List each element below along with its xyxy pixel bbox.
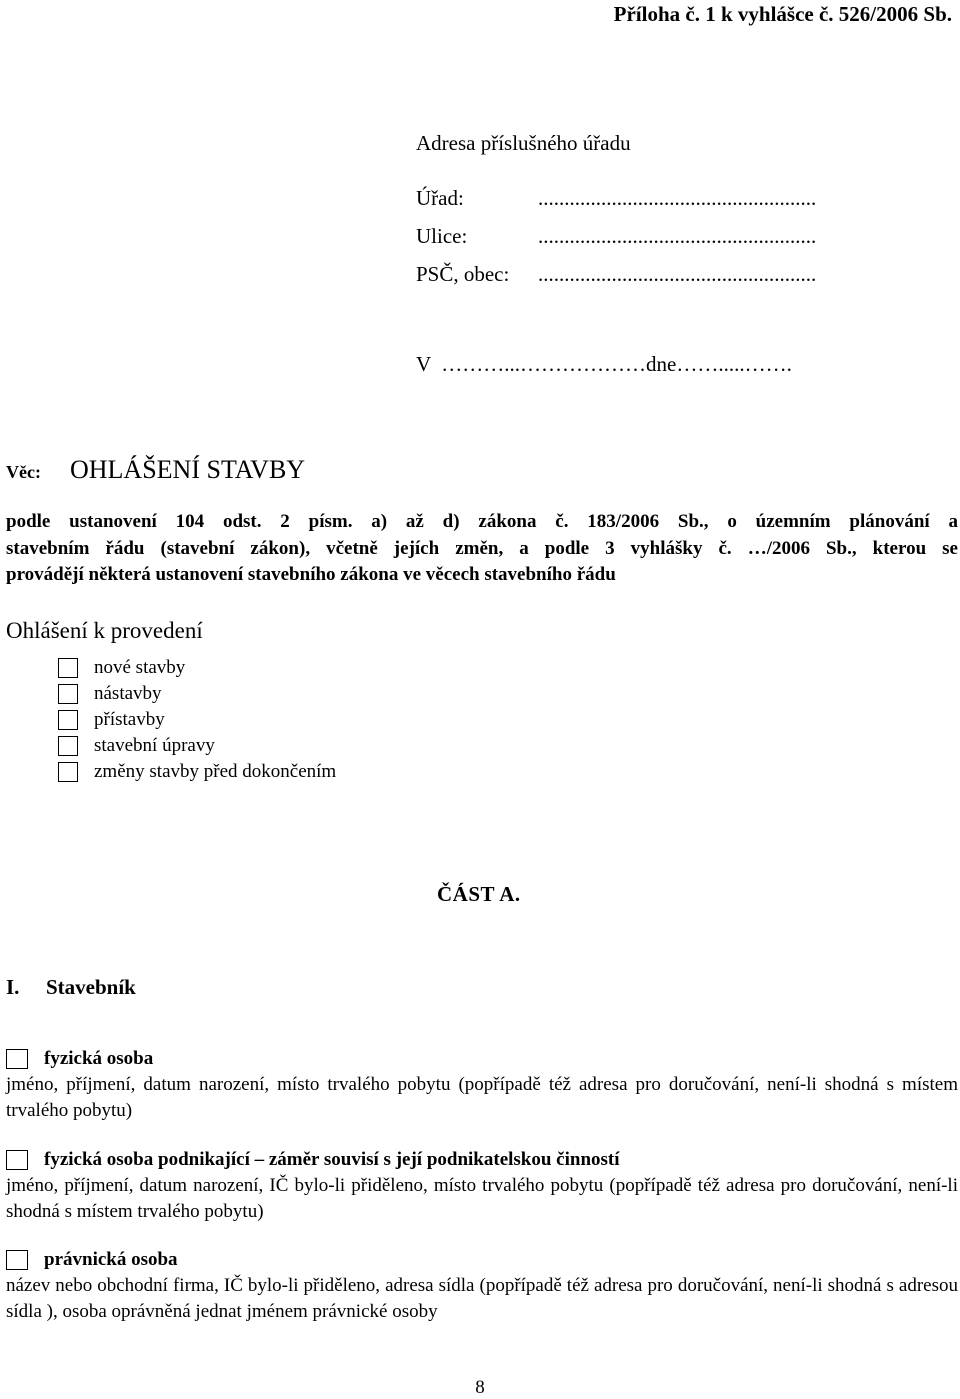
address-label: Úřad: xyxy=(416,186,464,210)
address-title: Adresa příslušného úřadu xyxy=(416,131,631,155)
option-label: stavební úpravy xyxy=(94,735,215,756)
option-label: nové stavby xyxy=(94,657,186,678)
option-label: přístavby xyxy=(94,709,165,730)
builder-type-head[interactable] xyxy=(6,1247,958,1273)
checkbox[interactable] xyxy=(58,658,78,678)
document-title: OHLÁŠENÍ STAVBY xyxy=(70,455,306,484)
address-row-office xyxy=(416,186,816,211)
builder-type-head[interactable] xyxy=(6,1147,958,1173)
option-label: nástavby xyxy=(94,683,162,704)
builder-type-legal-entity xyxy=(6,1247,958,1325)
address-value[interactable]: ..................................................... xyxy=(538,186,817,210)
intro-line: podle ustanovení 104 odst. 2 písm. a) až d) zákona č. 183/2006 Sb., o územním plánování a xyxy=(6,511,958,532)
checkbox[interactable] xyxy=(6,1250,28,1270)
option-new-building[interactable] xyxy=(58,655,336,681)
builder-type-title: právnická osoba xyxy=(44,1249,178,1270)
address-row-street xyxy=(416,224,816,249)
address-label: PSČ, obec: xyxy=(416,262,510,286)
checkbox[interactable] xyxy=(58,736,78,756)
notice-title: Ohlášení k provedení xyxy=(6,618,203,643)
section-number: I. xyxy=(6,975,20,999)
intro-line: provádějí některá ustanovení stavebního zákona ve věcech stavebního řádu xyxy=(6,564,616,585)
builder-type-title: fyzická osoba podnikající – záměr souvisí s její podnikatelskou činností xyxy=(44,1149,620,1170)
address-value[interactable]: ..................................................... xyxy=(538,224,817,248)
builder-type-natural-person xyxy=(6,1046,958,1124)
part-heading: ČÁST A. xyxy=(437,882,521,906)
builder-type-title: fyzická osoba xyxy=(44,1048,154,1069)
section-heading xyxy=(6,975,136,1000)
address-value[interactable]: ..................................................... xyxy=(538,262,817,286)
builder-type-description: název nebo obchodní firma, IČ bylo-li přiděleno, adresa sídla (popřípadě též adresa pro doručování, není-li shodná s adresou sídla ), osoba oprávněná jednat jménem právnické osoby xyxy=(6,1275,958,1322)
place-date-line[interactable]: V ………...………………dne…….....……. xyxy=(416,352,792,376)
checkbox[interactable] xyxy=(58,762,78,782)
builder-type-business-person xyxy=(6,1147,958,1225)
checkbox[interactable] xyxy=(58,710,78,730)
document-header: Příloha č. 1 k vyhlášce č. 526/2006 Sb. xyxy=(613,2,952,26)
notice-options xyxy=(58,655,336,785)
address-row-postcode xyxy=(416,262,816,287)
builder-type-description: jméno, příjmení, datum narození, IČ bylo-li přiděleno, místo trvalého pobytu (popřípadě též adresa pro doručování, není-li shodná s místem trvalého pobytu) xyxy=(6,1175,958,1222)
page-number: 8 xyxy=(475,1377,485,1398)
option-changes-before-completion[interactable] xyxy=(58,759,336,785)
checkbox[interactable] xyxy=(6,1150,28,1170)
option-label: změny stavby před dokončením xyxy=(94,761,337,782)
option-extension[interactable] xyxy=(58,707,336,733)
checkbox[interactable] xyxy=(58,684,78,704)
subject-line xyxy=(6,455,305,485)
address-label: Ulice: xyxy=(416,224,468,248)
builder-type-head[interactable] xyxy=(6,1046,958,1072)
subject-label: Věc: xyxy=(6,462,41,482)
option-building-modifications[interactable] xyxy=(58,733,336,759)
intro-paragraph xyxy=(6,509,958,589)
intro-line: stavebním řádu (stavební zákon), včetně jejích změn, a podle 3 vyhlášky č. …/2006 Sb., kterou se xyxy=(6,537,958,559)
builder-type-description: jméno, příjmení, datum narození, místo trvalého pobytu (popřípadě též adresa pro doručování, není-li shodná s místem trvalého pobytu) xyxy=(6,1074,958,1121)
checkbox[interactable] xyxy=(6,1049,28,1069)
option-superstructure[interactable] xyxy=(58,681,336,707)
section-title: Stavebník xyxy=(46,975,136,999)
